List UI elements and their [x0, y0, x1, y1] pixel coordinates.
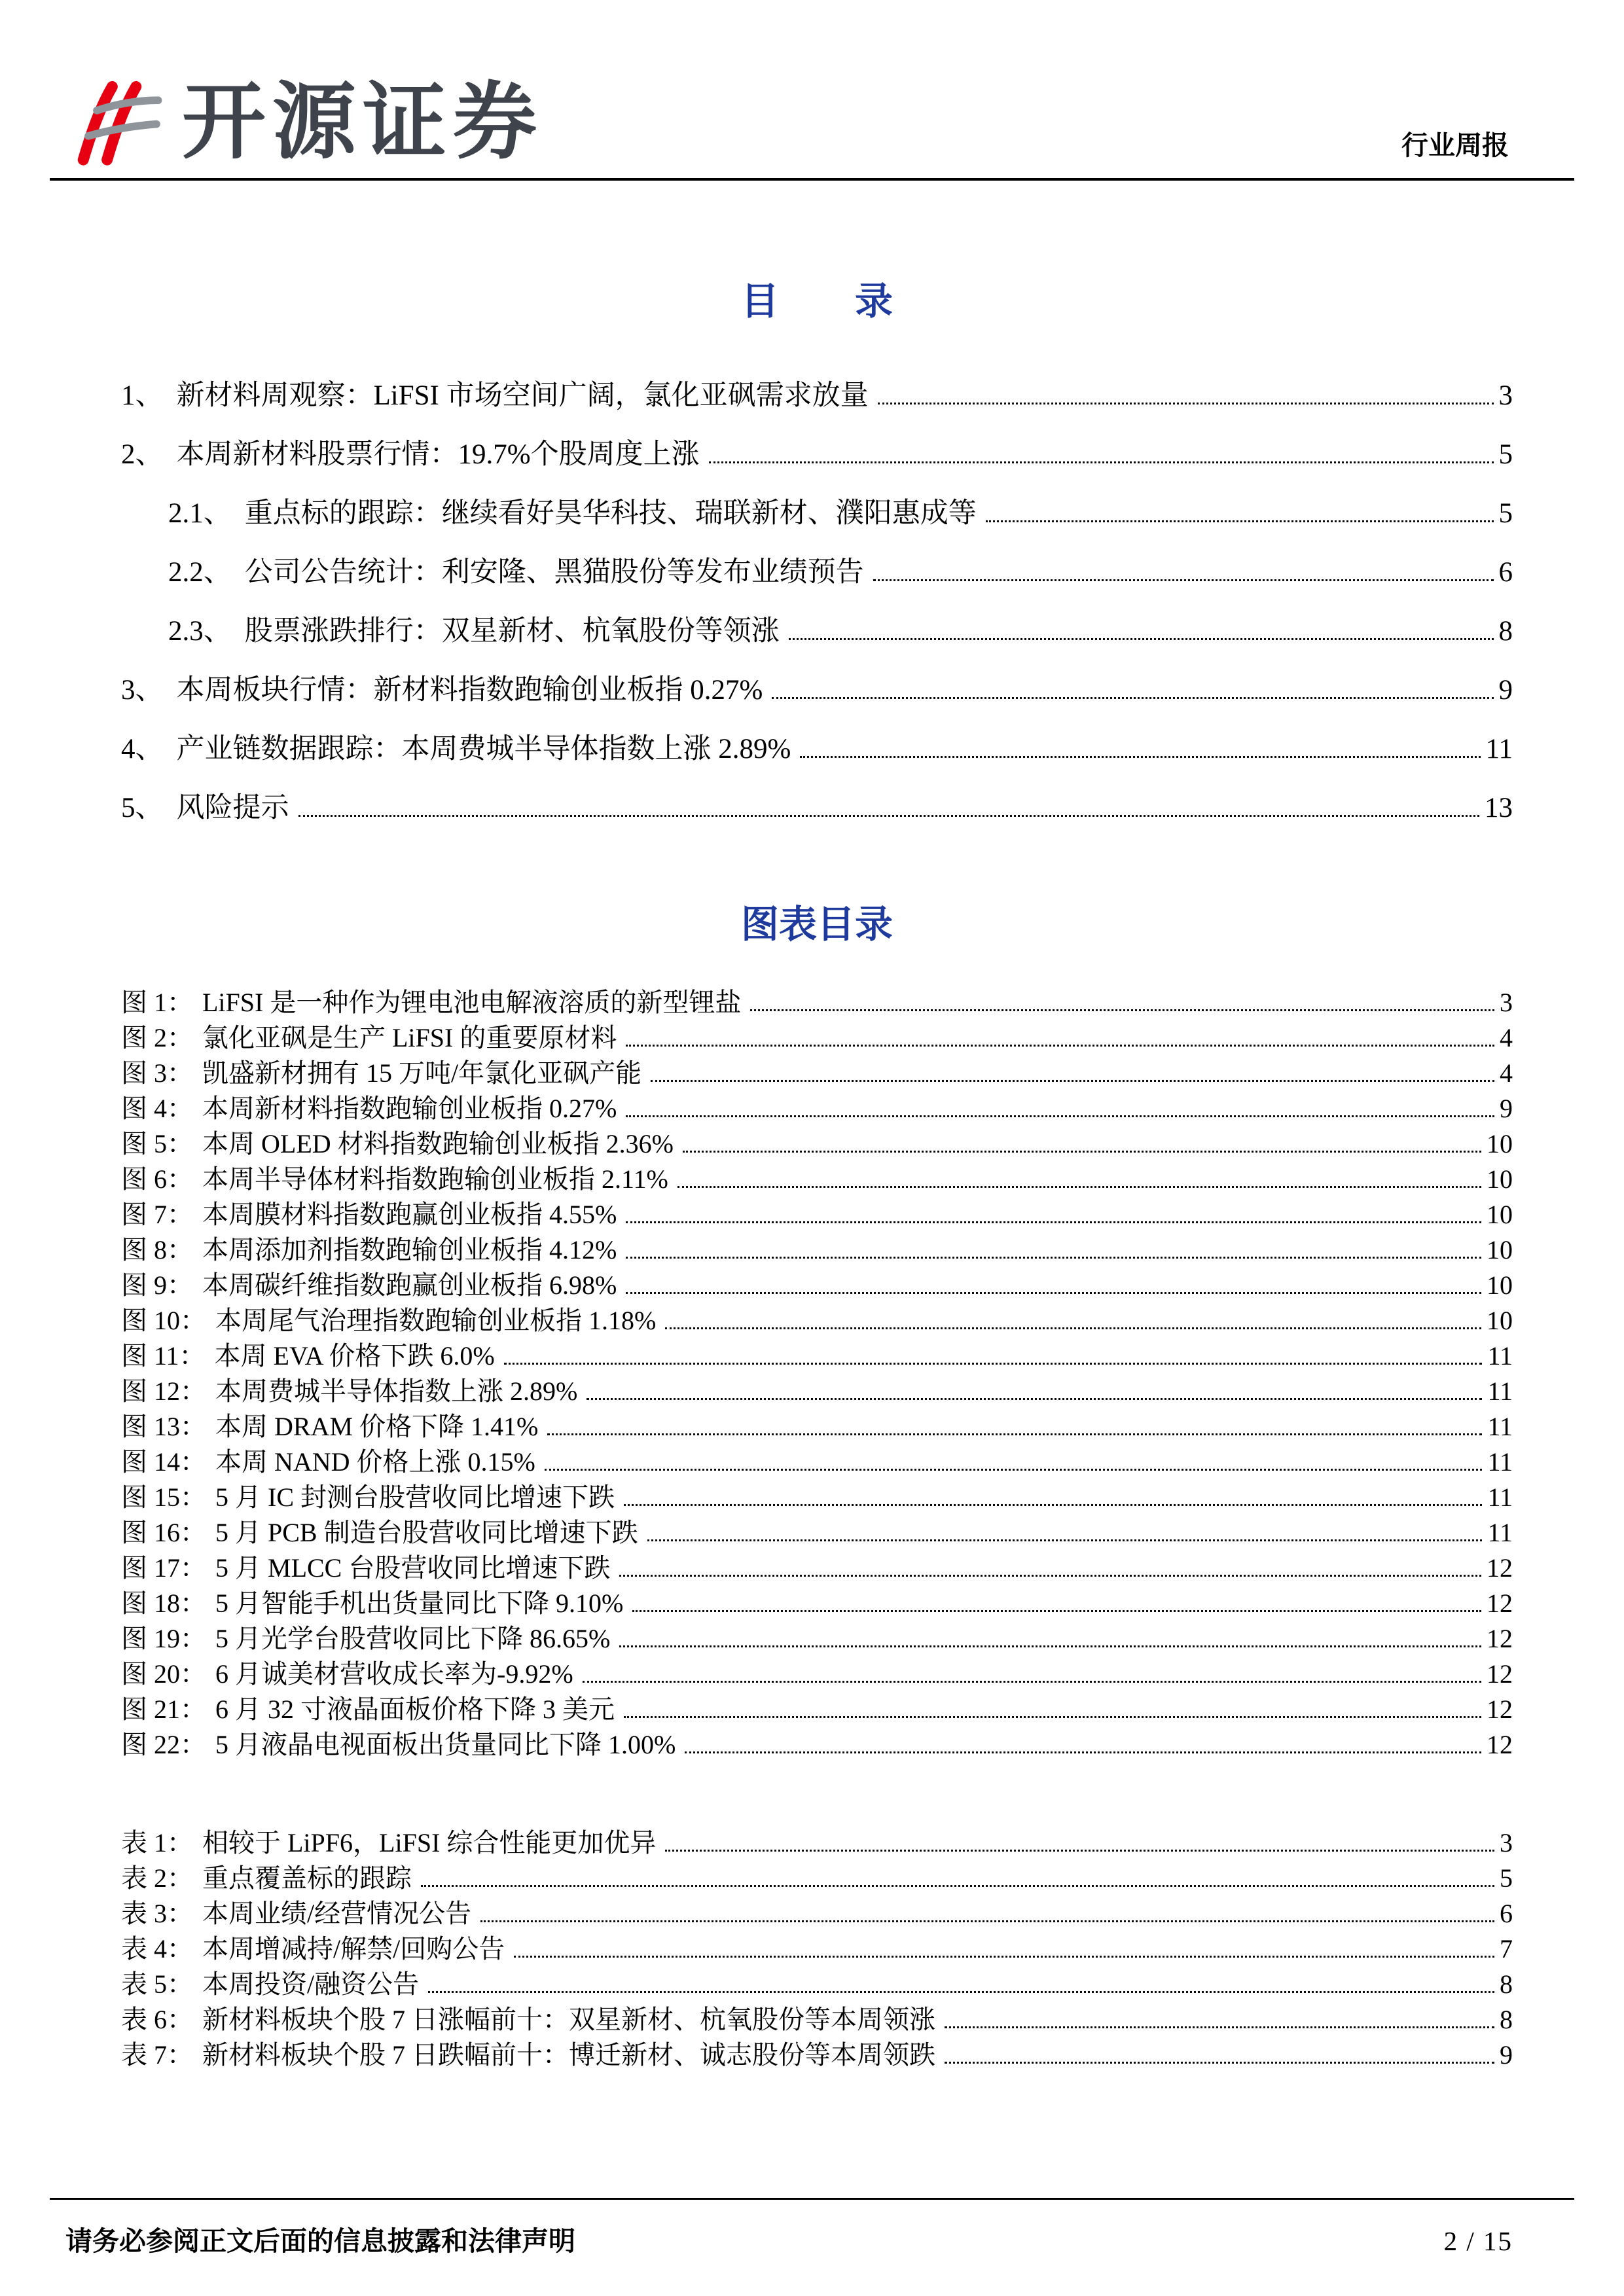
figure-entry-label: 本周膜材料指数跑赢创业板指 4.55%	[202, 1200, 617, 1229]
figure-entry[interactable]	[121, 1651, 1513, 1689]
toc-entry-label: 本周板块行情：新材料指数跑输创业板指 0.27%	[176, 675, 763, 706]
figure-entry-number: 图 10：	[121, 1306, 206, 1335]
table-entry[interactable]	[121, 1890, 1513, 1926]
figure-entry-label: 5 月智能手机出货量同比下降 9.10%	[215, 1588, 624, 1618]
figure-entry-number: 图 15：	[121, 1482, 206, 1512]
leader-dots	[750, 1005, 1494, 1011]
figure-entry[interactable]	[121, 1333, 1513, 1371]
toc-entry-number: 2.1、	[168, 498, 232, 529]
table-entry-page: 9	[1500, 2040, 1513, 2070]
leader-dots	[800, 752, 1480, 758]
figure-entry-number: 图 18：	[121, 1588, 206, 1618]
table-entry-number: 表 4：	[121, 1934, 193, 1964]
leader-dots	[480, 1916, 1494, 1922]
leader-dots	[626, 1041, 1494, 1047]
toc-entry[interactable]	[121, 770, 1513, 829]
leader-dots	[624, 1500, 1482, 1506]
leader-dots	[626, 1288, 1481, 1294]
figure-entry-number: 图 6：	[121, 1164, 193, 1194]
leader-dots	[626, 1217, 1481, 1223]
leader-dots	[619, 1641, 1481, 1647]
table-entry-label: 新材料板块个股 7 日涨幅前十：双星新材、杭氧股份等本周领涨	[202, 2005, 935, 2034]
figure-entry[interactable]	[121, 1721, 1513, 1757]
figure-entry-page: 10	[1487, 1306, 1513, 1335]
toc-content	[0, 181, 1624, 2070]
leader-dots	[514, 1952, 1494, 1958]
toc-entry-label: 重点标的跟踪：继续看好昊华科技、瑞联新材、濮阳惠成等	[244, 498, 977, 529]
table-entry-page: 7	[1500, 1934, 1513, 1964]
figure-entry-number: 图 1：	[121, 988, 193, 1017]
leader-dots	[709, 457, 1494, 463]
figure-entry-page: 10	[1487, 1129, 1513, 1158]
toc-entry[interactable]	[121, 475, 1513, 534]
leader-dots	[665, 1323, 1481, 1329]
toc-entry-number: 4、	[121, 734, 164, 764]
table-entry-number: 表 7：	[121, 2040, 193, 2070]
toc-entry-page: 8	[1498, 616, 1513, 647]
toc-entry-page: 5	[1498, 439, 1513, 470]
table-entry-label: 本周增减持/解禁/回购公告	[202, 1934, 505, 1964]
figure-entry[interactable]	[121, 1474, 1513, 1512]
toc-entry[interactable]	[121, 416, 1513, 475]
table-entry-page: 5	[1500, 1863, 1513, 1893]
toc-entry-label: 公司公告统计：利安隆、黑猫股份等发布业绩预告	[244, 557, 864, 588]
table-entry-label: 新材料板块个股 7 日跌幅前十：博迁新材、诚志股份等本周领跌	[202, 2040, 935, 2070]
toc-entry-number: 1、	[121, 380, 164, 411]
figure-entry-number: 图 14：	[121, 1447, 206, 1477]
figure-entry[interactable]	[121, 1403, 1513, 1439]
table-entry-page: 8	[1500, 1969, 1513, 1999]
figure-entry-page: 10	[1487, 1270, 1513, 1300]
table-entry-page: 3	[1500, 1828, 1513, 1857]
figure-entry-label: 6 月诚美材营收成长率为-9.92%	[215, 1659, 573, 1689]
leader-dots	[298, 811, 1480, 817]
leader-dots	[626, 1111, 1494, 1117]
footer-disclaimer: 请务必参阅正文后面的信息披露和法律声明	[65, 2226, 575, 2256]
figure-entry-label: 氯化亚砜是生产 LiFSI 的重要原材料	[202, 1023, 617, 1052]
figure-entry-page: 4	[1500, 1023, 1513, 1052]
figure-entry[interactable]	[121, 1439, 1513, 1477]
leader-dots	[428, 1987, 1494, 1993]
leader-dots	[586, 1394, 1482, 1400]
figure-entry-number: 图 3：	[121, 1058, 193, 1088]
leader-dots	[772, 693, 1493, 699]
leader-dots	[945, 2058, 1494, 2064]
toc-title: 目 录	[740, 280, 893, 323]
figure-entry-number: 图 4：	[121, 1094, 193, 1123]
page-header	[0, 0, 1624, 178]
figure-entry-label: 本周碳纤维指数跑赢创业板指 6.98%	[202, 1270, 617, 1300]
leader-dots	[677, 1182, 1481, 1188]
figure-entry-number: 图 12：	[121, 1376, 206, 1406]
table-entry-label: 本周业绩/经营情况公告	[202, 1899, 472, 1928]
leader-dots	[945, 2022, 1494, 2028]
toc-list	[121, 357, 1513, 829]
table-entry-number: 表 2：	[121, 1863, 193, 1893]
toc-entry-label: 新材料周观察：LiFSI 市场空间广阔，氯化亚砜需求放量	[176, 380, 869, 411]
figure-entry-label: 5 月液晶电视面板出货量同比下降 1.00%	[215, 1730, 676, 1759]
toc-entry[interactable]	[121, 593, 1513, 652]
figure-entry-page: 11	[1487, 1447, 1513, 1477]
leader-dots	[647, 1535, 1483, 1541]
brand-logo-icon	[63, 79, 165, 166]
table-entry[interactable]	[121, 1926, 1513, 1964]
figure-entry-number: 图 19：	[121, 1624, 206, 1653]
toc-entry-page: 11	[1485, 734, 1513, 764]
figure-entry-page: 10	[1487, 1164, 1513, 1194]
toc-entry-page: 9	[1498, 675, 1513, 706]
figure-entry-page: 11	[1487, 1376, 1513, 1406]
table-entry-label: 本周投资/融资公告	[202, 1969, 420, 1999]
leader-dots	[685, 1748, 1481, 1753]
leader-dots	[789, 634, 1494, 640]
toc-entry-page: 5	[1498, 498, 1513, 529]
table-entry[interactable]	[121, 1855, 1513, 1893]
table-entry[interactable]	[121, 1820, 1513, 1855]
figure-entry-page: 12	[1487, 1588, 1513, 1618]
figure-entry-number: 图 13：	[121, 1412, 206, 1441]
leader-dots	[632, 1606, 1481, 1612]
figure-entry-page: 9	[1500, 1094, 1513, 1123]
figure-entry-page: 12	[1487, 1730, 1513, 1759]
leader-dots	[665, 1846, 1494, 1852]
figure-entry-label: 本周 EVA 价格下跌 6.0%	[214, 1341, 495, 1371]
figure-entry-label: LiFSI 是一种作为锂电池电解液溶质的新型锂盐	[202, 988, 742, 1017]
table-entry-number: 表 6：	[121, 2005, 193, 2034]
figure-entry-label: 5 月 IC 封测台股营收同比增速下跌	[215, 1482, 615, 1512]
table-list	[121, 1820, 1513, 2070]
leader-dots	[873, 575, 1494, 581]
figure-entry-page: 10	[1487, 1235, 1513, 1265]
figure-entry-label: 本周新材料指数跑输创业板指 0.27%	[202, 1094, 617, 1123]
figure-entry-number: 图 2：	[121, 1023, 193, 1052]
figure-entry[interactable]	[121, 1085, 1513, 1121]
leader-dots	[683, 1147, 1481, 1153]
figure-entry[interactable]	[121, 1191, 1513, 1227]
figure-list	[121, 979, 1513, 1757]
figure-entry-number: 图 20：	[121, 1659, 206, 1689]
figures-title: 图表目录	[740, 903, 893, 946]
leader-dots	[504, 1359, 1483, 1365]
figure-entry-label: 6 月 32 寸液晶面板价格下降 3 美元	[215, 1695, 615, 1724]
toc-entry[interactable]	[121, 652, 1513, 711]
figure-entry-number: 图 9：	[121, 1270, 193, 1300]
figure-entry[interactable]	[121, 1615, 1513, 1651]
figure-entry[interactable]	[121, 1368, 1513, 1406]
figure-entry-label: 本周费城半导体指数上涨 2.89%	[215, 1376, 578, 1406]
toc-entry-number: 3、	[121, 675, 164, 706]
toc-entry-label: 本周新材料股票行情：19.7%个股周度上涨	[176, 439, 700, 470]
table-entry-page: 6	[1500, 1899, 1513, 1928]
figure-entry-page: 3	[1500, 988, 1513, 1017]
toc-entry-label: 风险提示	[176, 793, 289, 823]
figure-entry-page: 12	[1487, 1624, 1513, 1653]
figure-entry-label: 5 月 PCB 制造台股营收同比增速下跌	[215, 1518, 638, 1547]
toc-entry-page: 13	[1485, 793, 1513, 823]
figure-entry-label: 本周 DRAM 价格下降 1.41%	[215, 1412, 539, 1441]
figure-entry[interactable]	[121, 1050, 1513, 1088]
figure-entry-number: 图 17：	[121, 1553, 206, 1583]
figure-entry-number: 图 8：	[121, 1235, 193, 1265]
toc-entry-number: 2.3、	[168, 616, 232, 647]
figure-entry[interactable]	[121, 1121, 1513, 1156]
table-entry-label: 相较于 LiPF6，LiFSI 综合性能更加优异	[202, 1828, 657, 1857]
figure-entry-number: 图 16：	[121, 1518, 206, 1547]
table-entry[interactable]	[121, 2032, 1513, 2070]
figure-entry-label: 本周添加剂指数跑输创业板指 4.12%	[202, 1235, 617, 1265]
figure-entry[interactable]	[121, 1545, 1513, 1583]
figure-entry-number: 图 7：	[121, 1200, 193, 1229]
toc-entry[interactable]	[121, 357, 1513, 416]
figure-entry-label: 本周半导体材料指数跑输创业板指 2.11%	[202, 1164, 668, 1194]
figure-entry-number: 图 11：	[121, 1341, 206, 1371]
figure-entry-page: 11	[1487, 1518, 1513, 1547]
leader-dots	[421, 1881, 1494, 1887]
figure-entry-page: 12	[1487, 1659, 1513, 1689]
figure-entry-label: 凯盛新材拥有 15 万吨/年氯化亚砜产能	[202, 1058, 642, 1088]
table-entry-number: 表 5：	[121, 1969, 193, 1999]
figure-entry[interactable]	[121, 1686, 1513, 1724]
toc-entry[interactable]	[121, 711, 1513, 770]
footer-line	[0, 2200, 1624, 2258]
figure-entry[interactable]	[121, 1014, 1513, 1050]
leader-dots	[624, 1712, 1481, 1718]
report-type-label: 行业周报	[1401, 130, 1509, 160]
figure-entry-number: 图 5：	[121, 1129, 193, 1158]
leader-dots	[626, 1253, 1481, 1259]
table-entry[interactable]	[121, 1996, 1513, 2032]
leader-dots	[986, 516, 1494, 522]
leader-dots	[545, 1465, 1483, 1471]
figure-entry-page: 10	[1487, 1200, 1513, 1229]
figure-entry-page: 4	[1500, 1058, 1513, 1088]
brand-name: 开源证券	[182, 75, 544, 169]
toc-entry-page: 3	[1498, 380, 1513, 411]
leader-dots	[583, 1677, 1481, 1683]
toc-entry-page: 6	[1498, 557, 1513, 588]
figure-entry-number: 图 21：	[121, 1695, 206, 1724]
page-footer	[0, 2198, 1624, 2296]
toc-entry-number: 5、	[121, 793, 164, 823]
brand-logo	[63, 75, 544, 169]
figure-entry-number: 图 22：	[121, 1730, 206, 1759]
table-entry-number: 表 3：	[121, 1899, 193, 1928]
figure-entry-page: 11	[1487, 1341, 1513, 1371]
leader-dots	[651, 1076, 1494, 1082]
leader-dots	[619, 1571, 1481, 1577]
table-entry[interactable]	[121, 1961, 1513, 1999]
figure-entry-label: 本周 OLED 材料指数跑输创业板指 2.36%	[202, 1129, 674, 1158]
figure-entry[interactable]	[121, 1580, 1513, 1618]
leader-dots	[878, 399, 1494, 404]
page-number-indicator: 2 / 15	[1443, 2226, 1513, 2256]
figure-entry-page: 11	[1487, 1412, 1513, 1441]
figure-entry-label: 本周 NAND 价格上涨 0.15%	[215, 1447, 535, 1477]
figure-entry[interactable]	[121, 1262, 1513, 1300]
figure-entry[interactable]	[121, 1509, 1513, 1545]
figure-entry-page: 11	[1487, 1482, 1513, 1512]
leader-dots	[547, 1429, 1482, 1435]
figure-entry-label: 5 月光学台股营收同比下降 86.65%	[215, 1624, 611, 1653]
table-entry-page: 8	[1500, 2005, 1513, 2034]
figure-entry[interactable]	[121, 1156, 1513, 1194]
figure-entry-page: 12	[1487, 1553, 1513, 1583]
toc-entry-number: 2、	[121, 439, 164, 470]
figure-entry[interactable]	[121, 1227, 1513, 1265]
table-entry-label: 重点覆盖标的跟踪	[202, 1863, 412, 1893]
figure-entry[interactable]	[121, 1297, 1513, 1333]
table-entry-number: 表 1：	[121, 1828, 193, 1857]
toc-entry[interactable]	[121, 534, 1513, 593]
figure-entry-page: 12	[1487, 1695, 1513, 1724]
figure-entry-label: 本周尾气治理指数跑输创业板指 1.18%	[215, 1306, 657, 1335]
figure-entry[interactable]	[121, 979, 1513, 1017]
toc-entry-label: 产业链数据跟踪：本周费城半导体指数上涨 2.89%	[176, 734, 791, 764]
figure-entry-label: 5 月 MLCC 台股营收同比增速下跌	[215, 1553, 611, 1583]
toc-entry-label: 股票涨跌排行：双星新材、杭氧股份等领涨	[244, 616, 780, 647]
toc-entry-number: 2.2、	[168, 557, 232, 588]
